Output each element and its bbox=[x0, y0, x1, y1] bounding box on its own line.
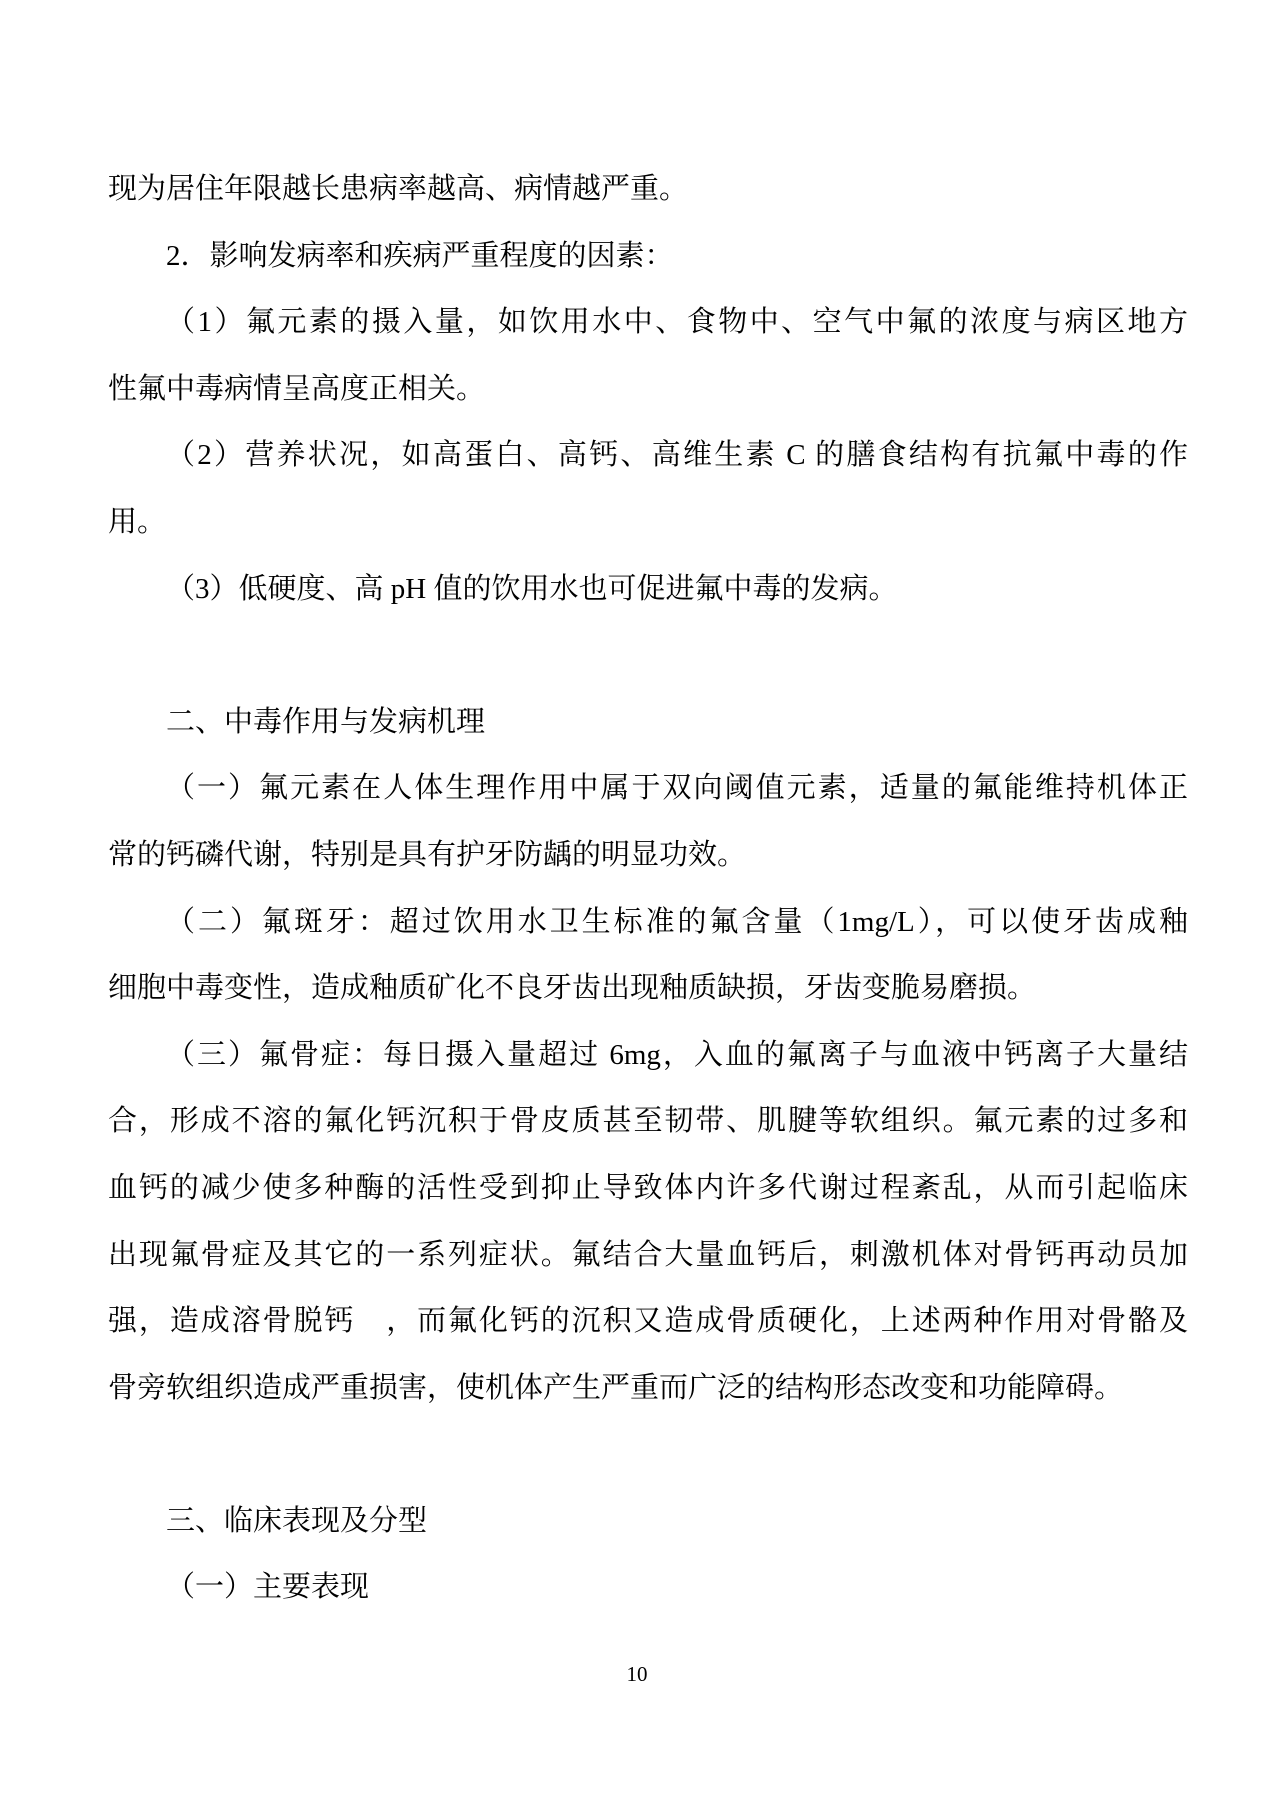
page-footer bbox=[0, 1662, 1274, 1687]
blank-line bbox=[108, 622, 1188, 689]
para-factor-1 bbox=[108, 289, 1188, 422]
blank-line bbox=[108, 622, 1188, 689]
text-line: （3）低硬度、高 pH 值的饮用水也可促进氟中毒的发病。 bbox=[166, 572, 898, 605]
para-continued-from-previous-page bbox=[108, 156, 1188, 223]
para-mechanism-2 bbox=[108, 889, 1188, 1022]
heading-section-3 bbox=[108, 1488, 1188, 1555]
text-line: 性氟中毒病情呈高度正相关。 bbox=[108, 372, 486, 405]
para-factors-lead bbox=[108, 223, 1188, 290]
para-clinical-lead bbox=[108, 1554, 1188, 1621]
text-line: 合，形成不溶的氟化钙沉积于骨皮质甚至韧带、肌腱等软组织。氟元素的过多和 bbox=[108, 1105, 1188, 1138]
para-factor-3 bbox=[108, 556, 1188, 623]
text-line: 出现氟骨症及其它的一系列症状。氟结合大量血钙后，刺激机体对骨钙再动员加 bbox=[108, 1238, 1188, 1271]
heading-line: 三、临床表现及分型 bbox=[166, 1504, 428, 1537]
para-mechanism-1 bbox=[108, 755, 1188, 888]
text-line: 强，造成溶骨脱钙 ，而氟化钙的沉积又造成骨质硬化，上述两种作用对骨骼及 bbox=[108, 1305, 1188, 1338]
text-line: （一）主要表现 bbox=[166, 1571, 370, 1604]
text-line: 细胞中毒变性，造成釉质矿化不良牙齿出现釉质缺损，牙齿变脆易磨损。 bbox=[108, 972, 1037, 1005]
heading-line: 二、中毒作用与发病机理 bbox=[166, 705, 486, 738]
heading-section-2 bbox=[108, 689, 1188, 756]
text-line: （二）氟斑牙：超过饮用水卫生标准的氟含量（1mg/L），可以使牙齿成釉 bbox=[166, 905, 1188, 938]
page-number: 10 bbox=[626, 1662, 648, 1686]
text-line: （2）营养状况，如高蛋白、高钙、高维生素 C 的膳食结构有抗氟中毒的作 bbox=[166, 439, 1188, 472]
text-line: 骨旁软组织造成严重损害，使机体产生严重而广泛的结构形态改变和功能障碍。 bbox=[108, 1371, 1124, 1404]
text-line: （1）氟元素的摄入量，如饮用水中、食物中、空气中氟的浓度与病区地方 bbox=[166, 306, 1188, 339]
text-line: 用。 bbox=[108, 505, 167, 538]
text-line: 常的钙磷代谢，特别是具有护牙防龋的明显功效。 bbox=[108, 838, 747, 871]
para-factor-2 bbox=[108, 422, 1188, 555]
text-line: 现为居住年限越长患病率越高、病情越严重。 bbox=[108, 173, 689, 205]
blank-line bbox=[108, 1421, 1188, 1488]
document-content bbox=[108, 156, 1188, 1621]
text-line: （一）氟元素在人体生理作用中属于双向阈值元素，适量的氟能维持机体正 bbox=[166, 772, 1188, 805]
text-line: （三）氟骨症：每日摄入量超过 6mg，入血的氟离子与血液中钙离子大量结 bbox=[166, 1038, 1188, 1071]
text-line: 血钙的减少使多种酶的活性受到抑止导致体内许多代谢过程紊乱，从而引起临床 bbox=[108, 1171, 1188, 1204]
blank-line bbox=[108, 1421, 1188, 1488]
para-mechanism-3 bbox=[108, 1022, 1188, 1422]
text-line: 2．影响发病率和疾病严重程度的因素： bbox=[166, 239, 674, 272]
